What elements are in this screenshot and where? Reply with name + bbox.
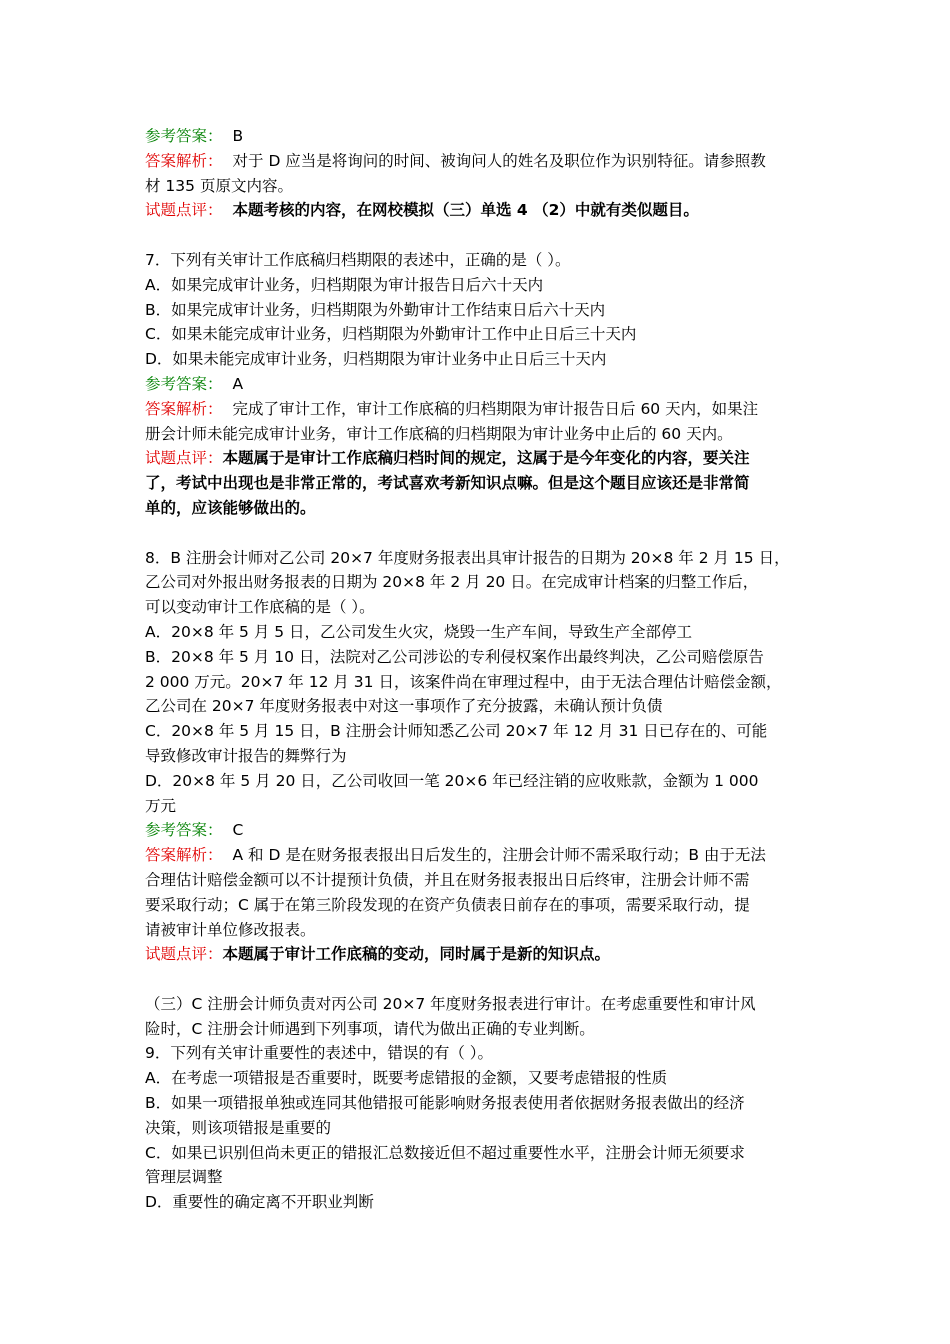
- q8-stem-line-3: 可以变动审计工作底稿的是（ ）。: [145, 598, 375, 617]
- q7-comment-line-2: 了，考试中出现也是非常正常的，考试喜欢考新知识点嘛。但是这个题目应该还是非常简: [145, 474, 750, 493]
- q8-option-d-line-2: 万元: [145, 796, 177, 815]
- q9-option-a: A．在考虑一项错报是否重要时，既要考虑错报的金额，又要考虑错报的性质: [145, 1069, 668, 1088]
- q7-analysis-line-2: 册会计师未能完成审计业务，审计工作底稿的归档期限为审计业务中止后的 60 天内。: [145, 424, 733, 443]
- q9-option-b-line-2: 决策，则该项错报是重要的: [145, 1118, 332, 1137]
- q8-option-b-line-3: 乙公司在 20×7 年度财务报表中对这一事项作了充分披露，未确认预计负债: [145, 697, 663, 716]
- q8-option-c-line-1: C．20×8 年 5 月 15 日，B 注册会计师知悉乙公司 20×7 年 12 月 31 日已存在的、可能: [145, 722, 768, 741]
- answer-label: 参考答案：: [145, 821, 223, 840]
- q8-analysis-text-1: A 和 D 是在财务报表报出日后发生的，注册会计师不需采取行动；B 由于无法: [232, 846, 766, 865]
- q8-stem-line-2: 乙公司对外报出财务报表的日期为 20×8 年 2 月 20 日。在完成审计档案的归整工作后，: [145, 573, 759, 592]
- q6-comment-line: [145, 198, 817, 223]
- analysis-label: 答案解析：: [145, 399, 223, 418]
- q6-analysis-text-1: 对于 D 应当是将询问的时间、被询问人的姓名及职位作为识别特征。请参照教: [232, 151, 766, 170]
- answer-label: 参考答案：: [145, 374, 223, 393]
- q7-stem: 7．下列有关审计工作底稿归档期限的表述中，正确的是（ ）。: [145, 250, 571, 269]
- q6-comment-text: 本题考核的内容，在网校模拟（三）单选 4 （2）中就有类似题目。: [232, 201, 699, 220]
- q7-comment-line-3: 单的，应该能够做出的。: [145, 498, 316, 517]
- q8-option-d-line-1: D．20×8 年 5 月 20 日，乙公司收回一笔 20×6 年已经注销的应收账款，金额为 1 000: [145, 771, 759, 790]
- q7-option-a: A．如果完成审计业务，归档期限为审计报告日后六十天内: [145, 275, 544, 294]
- q7-answer-value: A: [232, 374, 244, 393]
- q7-answer-line: [145, 372, 817, 397]
- q7-option-b: B．如果完成审计业务，归档期限为外勤审计工作结束日后六十天内: [145, 300, 606, 319]
- spacer: [145, 521, 817, 546]
- comment-label: 试题点评：: [145, 449, 223, 468]
- q9-option-d: D．重要性的确定离不开职业判断: [145, 1193, 374, 1212]
- q8-analysis-line-3: 要采取行动；C 属于在第三阶段发现的在资产负债表日前存在的事项，需要采取行动，提: [145, 895, 750, 914]
- section3-intro-line-2: 险时，C 注册会计师遇到下列事项，请代为做出正确的专业判断。: [145, 1019, 595, 1038]
- q8-comment-line: [145, 942, 817, 967]
- q6-answer-value: B: [232, 127, 244, 145]
- q7-analysis-line-1: [145, 397, 817, 422]
- analysis-label: 答案解析：: [145, 151, 223, 170]
- document-page: [145, 124, 817, 1215]
- q7-comment-line-1: [145, 446, 817, 471]
- q6-analysis-line-2: 材 135 页原文内容。: [145, 176, 293, 195]
- q6-answer-line: [145, 124, 817, 149]
- q9-option-c-line-1: C．如果已识别但尚未更正的错报汇总数接近但不超过重要性水平，注册会计师无须要求: [145, 1143, 745, 1162]
- q8-answer-value: C: [232, 821, 244, 840]
- q8-option-a: A．20×8 年 5 月 5 日，乙公司发生火灾，烧毁一生产车间，导致生产全部停工: [145, 622, 693, 641]
- q8-option-b-line-1: B．20×8 年 5 月 10 日，法院对乙公司涉讼的专利侵权案作出最终判决，乙公司赔偿原告: [145, 647, 764, 666]
- q7-analysis-text-1: 完成了审计工作，审计工作底稿的归档期限为审计报告日后 60 天内，如果注: [232, 399, 759, 418]
- answer-label: 参考答案：: [145, 127, 223, 145]
- q8-analysis-line-4: 请被审计单位修改报表。: [145, 920, 316, 939]
- q8-stem-line-1: 8．B 注册会计师对乙公司 20×7 年度财务报表出具审计报告的日期为 20×8 年 2 月 15 日，: [145, 548, 790, 567]
- spacer: [145, 967, 817, 992]
- analysis-label: 答案解析：: [145, 846, 223, 865]
- q8-answer-line: [145, 818, 817, 843]
- comment-label: 试题点评：: [145, 945, 223, 964]
- q8-option-b-line-2: 2 000 万元。20×7 年 12 月 31 日，该案件尚在审理过程中，由于无法合理估计赔偿金额，: [145, 672, 782, 691]
- q7-option-c: C．如果未能完成审计业务，归档期限为外勤审计工作中止日后三十天内: [145, 325, 637, 344]
- q6-analysis-line-1: [145, 149, 817, 174]
- q8-comment-text: 本题属于审计工作底稿的变动，同时属于是新的知识点。: [222, 945, 611, 964]
- q7-option-d: D．如果未能完成审计业务，归档期限为审计业务中止日后三十天内: [145, 350, 607, 369]
- q9-option-b-line-1: B．如果一项错报单独或连同其他错报可能影响财务报表使用者依据财务报表做出的经济: [145, 1094, 745, 1113]
- q8-analysis-line-1: [145, 843, 817, 868]
- q9-option-c-line-2: 管理层调整: [145, 1168, 223, 1187]
- q7-comment-text-1: 本题属于是审计工作底稿归档时间的规定，这属于是今年变化的内容，要关注: [222, 449, 750, 468]
- section3-intro-line-1: （三）C 注册会计师负责对丙公司 20×7 年度财务报表进行审计。在考虑重要性和审计风: [145, 994, 756, 1013]
- spacer: [145, 223, 817, 248]
- q8-option-c-line-2: 导致修改审计报告的舞弊行为: [145, 746, 347, 765]
- q8-analysis-line-2: 合理估计赔偿金额可以不计提预计负债，并且在财务报表报出日后终审，注册会计师不需: [145, 870, 750, 889]
- comment-label: 试题点评：: [145, 201, 223, 220]
- q9-stem: 9．下列有关审计重要性的表述中，错误的有（ ）。: [145, 1044, 494, 1063]
